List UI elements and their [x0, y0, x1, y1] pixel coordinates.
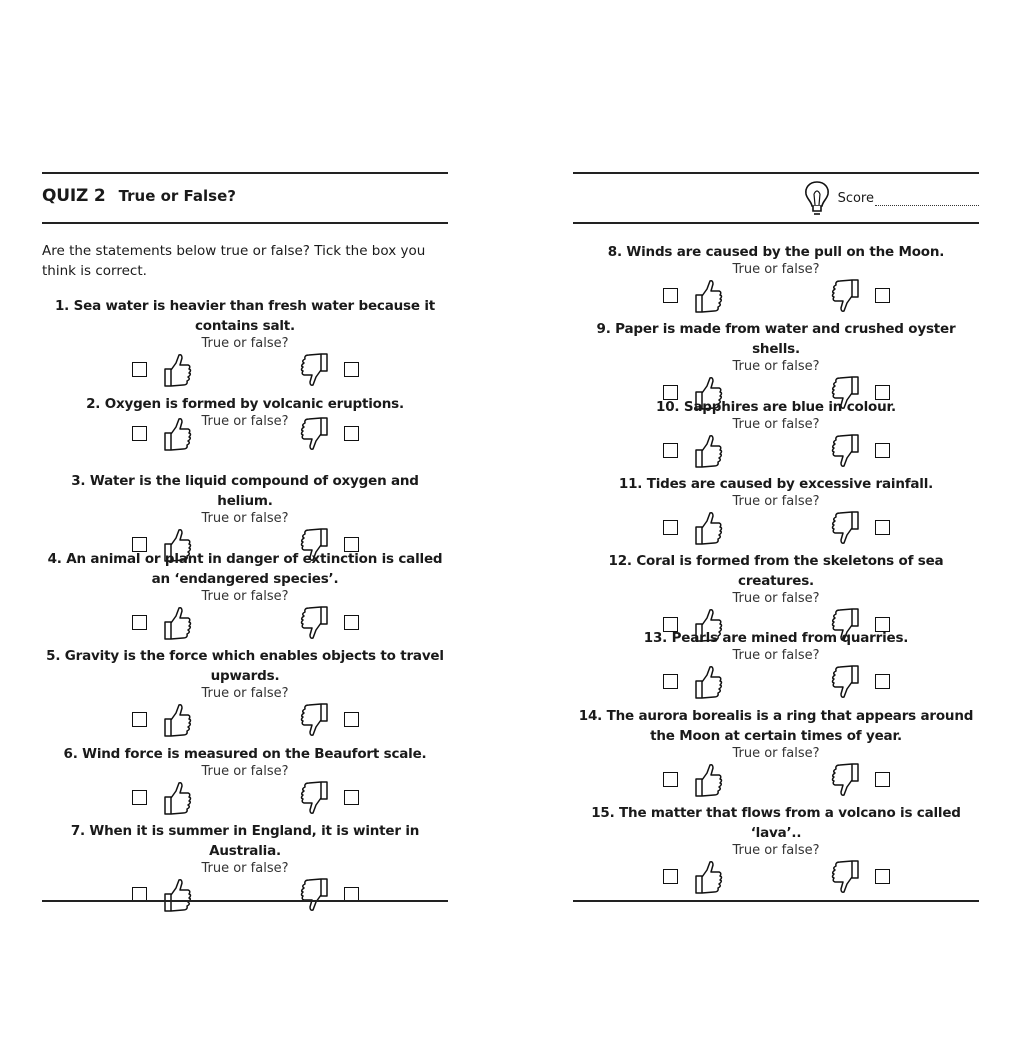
question-6 — [42, 744, 448, 820]
question-text: 6. Wind force is measured on the Beaufort scale. — [63, 746, 427, 762]
thumbs-down-icon — [300, 605, 330, 641]
question-text: 15. The matter that flows from a volcano is called ‘lava’.. — [591, 805, 961, 841]
true-or-false-prompt: True or false? — [732, 359, 820, 374]
question-10 — [573, 397, 979, 473]
question-5 — [42, 646, 448, 742]
question-text: 11. Tides are caused by excessive rainfall. — [618, 476, 934, 492]
top-rule — [42, 172, 448, 174]
bottom-rule — [42, 900, 448, 902]
true-checkbox[interactable] — [132, 615, 147, 630]
thumbs-down-icon — [831, 762, 861, 798]
thumbs-up-icon — [162, 702, 192, 738]
thumbs-up-icon — [162, 352, 192, 388]
quiz-label: QUIZ 2 — [42, 186, 106, 206]
false-checkbox[interactable] — [344, 362, 359, 377]
false-checkbox[interactable] — [344, 615, 359, 630]
thumbs-up-icon — [162, 780, 192, 816]
true-or-false-prompt: True or false? — [732, 417, 820, 432]
thumbs-down-icon — [831, 278, 861, 314]
right-page — [573, 0, 979, 1045]
true-or-false-prompt: True or false? — [732, 262, 820, 277]
answer-row — [42, 877, 448, 917]
question-text: 8. Winds are caused by the pull on the Moon. — [607, 244, 945, 260]
true-or-false-prompt: True or false? — [201, 861, 289, 876]
true-checkbox[interactable] — [132, 712, 147, 727]
thumbs-down-icon — [300, 877, 330, 913]
question-7 — [42, 821, 448, 917]
answer-row — [573, 278, 979, 318]
true-or-false-prompt: True or false? — [201, 414, 289, 429]
true-or-false-prompt: True or false? — [732, 746, 820, 761]
false-checkbox[interactable] — [875, 288, 890, 303]
true-checkbox[interactable] — [132, 790, 147, 805]
answer-row — [573, 433, 979, 473]
answer-row — [42, 605, 448, 645]
thumbs-up-icon — [693, 664, 723, 700]
true-or-false-prompt: True or false? — [201, 764, 289, 779]
false-checkbox[interactable] — [875, 674, 890, 689]
true-or-false-prompt: True or false? — [732, 648, 820, 663]
answer-row — [573, 510, 979, 550]
true-checkbox[interactable] — [663, 443, 678, 458]
question-2 — [42, 394, 448, 456]
thumbs-down-icon — [300, 780, 330, 816]
thumbs-down-icon — [300, 352, 330, 388]
true-checkbox[interactable] — [663, 869, 678, 884]
question-15 — [573, 803, 979, 899]
question-1 — [42, 296, 448, 392]
true-or-false-prompt: True or false? — [201, 336, 289, 351]
score-label: Score — [837, 190, 874, 206]
true-checkbox[interactable] — [663, 772, 678, 787]
question-text: 13. Pearls are mined from quarries. — [643, 630, 909, 646]
true-checkbox[interactable] — [663, 674, 678, 689]
thumbs-up-icon — [162, 877, 192, 913]
false-checkbox[interactable] — [875, 443, 890, 458]
thumbs-up-icon — [693, 433, 723, 469]
question-text: 7. When it is summer in England, it is winter in Australia. — [70, 823, 420, 859]
bottom-rule — [573, 900, 979, 902]
score-area — [802, 178, 979, 218]
top-rule — [573, 172, 979, 174]
answer-row — [573, 664, 979, 704]
thumbs-up-icon — [693, 762, 723, 798]
thumbs-up-icon — [693, 510, 723, 546]
question-11 — [573, 474, 979, 550]
header-rule — [573, 222, 979, 224]
question-text: 2. Oxygen is formed by volcanic eruptions. — [86, 396, 404, 412]
thumbs-up-icon — [693, 278, 723, 314]
question-text: 14. The aurora borealis is a ring that appears around the Moon at certain times of year. — [578, 708, 974, 744]
question-14 — [573, 706, 979, 802]
header-rule — [42, 222, 448, 224]
thumbs-down-icon — [300, 702, 330, 738]
false-checkbox[interactable] — [875, 772, 890, 787]
thumbs-up-icon — [693, 859, 723, 895]
answer-row — [573, 762, 979, 802]
true-or-false-prompt: True or false? — [201, 589, 289, 604]
true-checkbox[interactable] — [663, 520, 678, 535]
true-or-false-prompt: True or false? — [732, 591, 820, 606]
false-checkbox[interactable] — [875, 869, 890, 884]
instructions: Are the statements below true or false? Tick the box you think is correct. — [42, 243, 426, 279]
thumbs-down-icon — [831, 664, 861, 700]
score-field[interactable] — [875, 191, 979, 206]
true-or-false-prompt: True or false? — [201, 686, 289, 701]
question-text: 5. Gravity is the force which enables objects to travel upwards. — [46, 648, 444, 684]
question-text: 4. An animal or plant in danger of extinction is called an ‘endangered species’. — [47, 551, 443, 587]
false-checkbox[interactable] — [344, 712, 359, 727]
true-or-false-prompt: True or false? — [732, 494, 820, 509]
true-checkbox[interactable] — [132, 426, 147, 441]
question-text: 9. Paper is made from water and crushed oyster shells. — [596, 321, 956, 357]
thumbs-down-icon — [831, 859, 861, 895]
question-text: 1. Sea water is heavier than fresh water because it contains salt. — [54, 298, 436, 334]
answer-row — [42, 416, 448, 456]
false-checkbox[interactable] — [344, 790, 359, 805]
true-checkbox[interactable] — [663, 288, 678, 303]
answer-row — [42, 780, 448, 820]
question-text: 10. Sapphires are blue in colour. — [656, 399, 896, 415]
thumbs-down-icon — [300, 416, 330, 452]
thumbs-down-icon — [831, 510, 861, 546]
true-or-false-prompt: True or false? — [201, 511, 289, 526]
question-13 — [573, 628, 979, 704]
question-8 — [573, 242, 979, 318]
lightbulb-icon — [802, 179, 832, 217]
question-text: 12. Coral is formed from the skeletons of sea creatures. — [608, 553, 944, 589]
answer-row — [42, 352, 448, 392]
thumbs-down-icon — [831, 433, 861, 469]
question-4 — [42, 549, 448, 645]
answer-row — [42, 702, 448, 742]
question-text: 3. Water is the liquid compound of oxygen and helium. — [71, 473, 419, 509]
thumbs-up-icon — [162, 416, 192, 452]
true-checkbox[interactable] — [132, 362, 147, 377]
thumbs-up-icon — [162, 605, 192, 641]
quiz-title: True or False? — [118, 187, 236, 205]
quiz-heading — [42, 186, 236, 206]
left-page — [42, 0, 448, 1045]
false-checkbox[interactable] — [344, 426, 359, 441]
false-checkbox[interactable] — [875, 520, 890, 535]
answer-row — [573, 859, 979, 899]
true-or-false-prompt: True or false? — [732, 843, 820, 858]
